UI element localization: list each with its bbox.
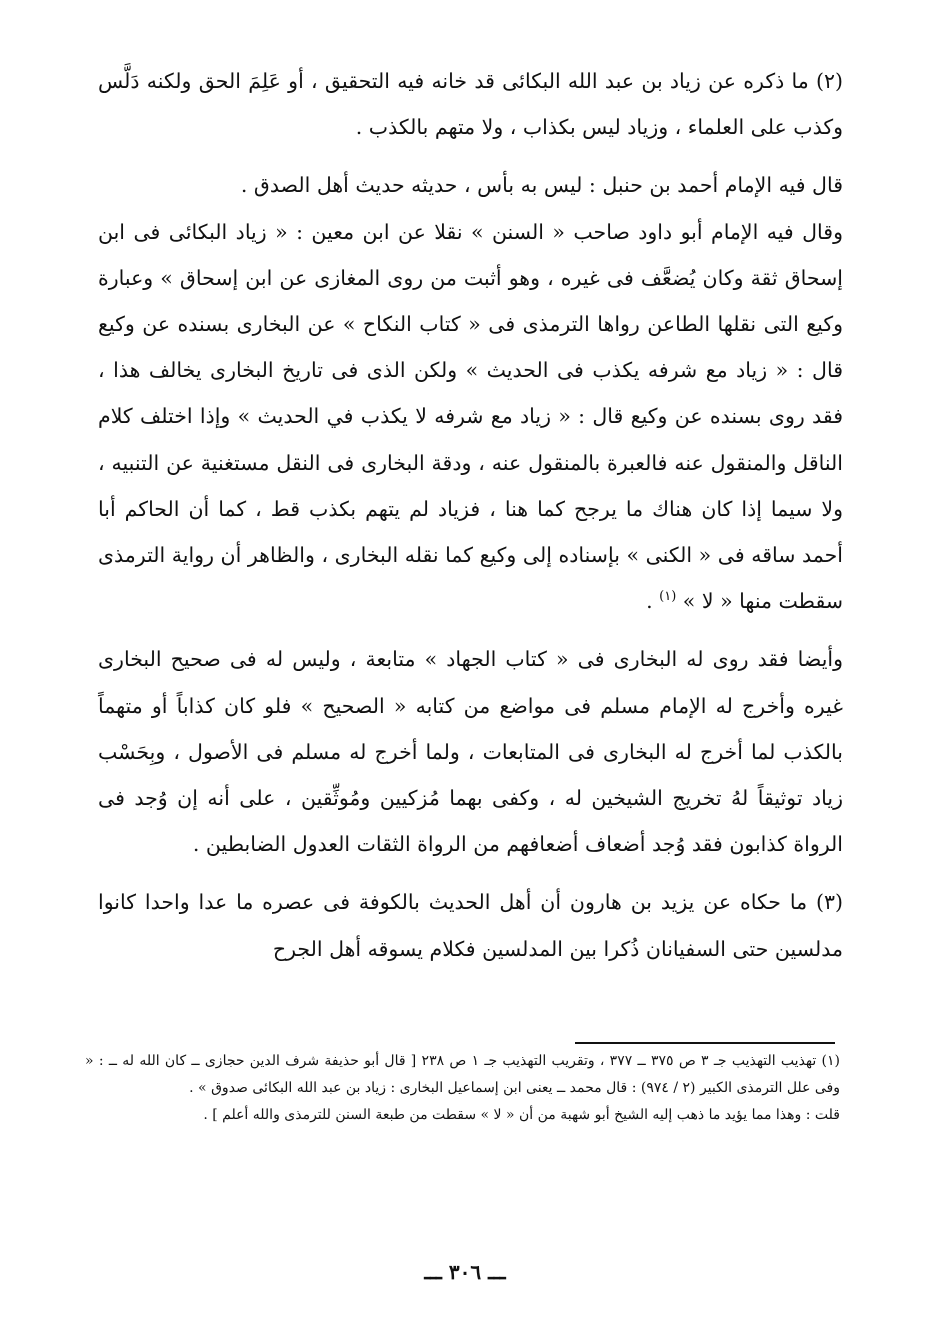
paragraph-abu-dawud-text: وقال فيه الإمام أبو داود صاحب « السنن » نقلا عن ابن معين : « زياد البكائى فى ابن إسحاق ثقة وكان يُضعَّف فى غيره ، وهو أثبت من روى المغازى عن ابن إسحاق » وعبارة وكيع التى نقلها الطاعن رواها الترمذى فى « كتاب النكاح » عن البخارى بسنده عن وكيع قال : « زياد مع شرفه يكذب فى الحديث » ولكن الذى فى تاريخ البخارى يخالف هذا ، فقد روى بسنده عن وكيع قال : « زياد مع شرفه لا يكذب في الحديث » وإذا اختلف كلام الناقل والمنقول عنه فالعبرة بالمنقول عنه ، ودقة البخارى فى النقل مستغنية عن التنبيه ، ولا سيما إذا كان هناك ما يرجح كما هنا ، فزياد لم يتهم بكذب قط ، كما أن الحاكم أبا أحمد ساقه فى « الكنى » بإسناده إلى وكيع كما نقله البخارى ، والظاهر أن رواية الترمذى سقطت منها « لا »: [98, 219, 843, 614]
footnote-note: قلت : وهذا مما يؤيد ما ذهب إليه الشيخ أبو شهبة من أن « لا » سقطت من طبعة السنن للترمذى والله أعلم ] .: [203, 1107, 840, 1123]
paragraph-bukhari: وأيضا فقد روى له البخارى فى « كتاب الجهاد » متابعة ، وليس له فى صحيح البخارى غيره وأخرج له الإمام مسلم فى مواضع من كتابه « الصحيح » فلو كان كذاباً أو متهماً بالكذب لما أخرج له البخارى فى المتابعات ، ولما أخرج له مسلم فى الأصول ، وبِحَسْب زياد توثيقاً لهُ تخريج الشيخين له ، وكفى بهما مُزكيين ومُوثِّقين ، على أنه إن وُجد فى الرواة كذابون فقد وُجد أضعاف أضعافهم من الرواة الثقات العدول الضابطين .: [98, 647, 843, 857]
paragraph-ahmad: قال فيه الإمام أحمد بن حنبل : ليس به بأس ، حديثه حديث أهل الصدق .: [240, 173, 843, 198]
footnote-reference: (١): [659, 589, 677, 605]
page-number: ـــ ٣٠٦ ـــ: [424, 1260, 506, 1284]
footnote-divider: [575, 1042, 835, 1044]
footnote-1: (١) تهذيب التهذيب جـ ٣ ص ٣٧٥ ــ ٣٧٧ ، وتقريب التهذيب جـ ١ ص ٢٣٨ [ قال أبو حذيفة شرف الدين حجازى ــ كان الله له ــ : « وفى علل الترمذى الكبير (٢ / ٩٧٤) : قال محمد ــ يعنى ابن إسماعيل البخارى : زياد بن عبد الله البكائى صدوق » .: [85, 1053, 841, 1096]
paragraph-abu-dawud-end: .: [646, 589, 660, 614]
paragraph-abu-dawud: [98, 209, 843, 625]
paragraph-3: (٣) ما حكاه عن يزيد بن هارون أن أهل الحديث بالكوفة فى عصره ما عدا واحدا كانوا مدلسين حتى السفيانان ذُكرا بين المدلسين فكلام يسوقه أهل الجرح: [98, 890, 843, 961]
paragraph-2: (٢) ما ذكره عن زياد بن عبد الله البكائى قد خانه فيه التحقيق ، أو عَلِمَ الحق ولكنه دَلَّس وكذب على العلماء ، وزياد ليس بكذاب ، ولا متهم بالكذب .: [98, 69, 843, 140]
footnotes: [85, 1048, 840, 1129]
main-text: [98, 58, 843, 972]
